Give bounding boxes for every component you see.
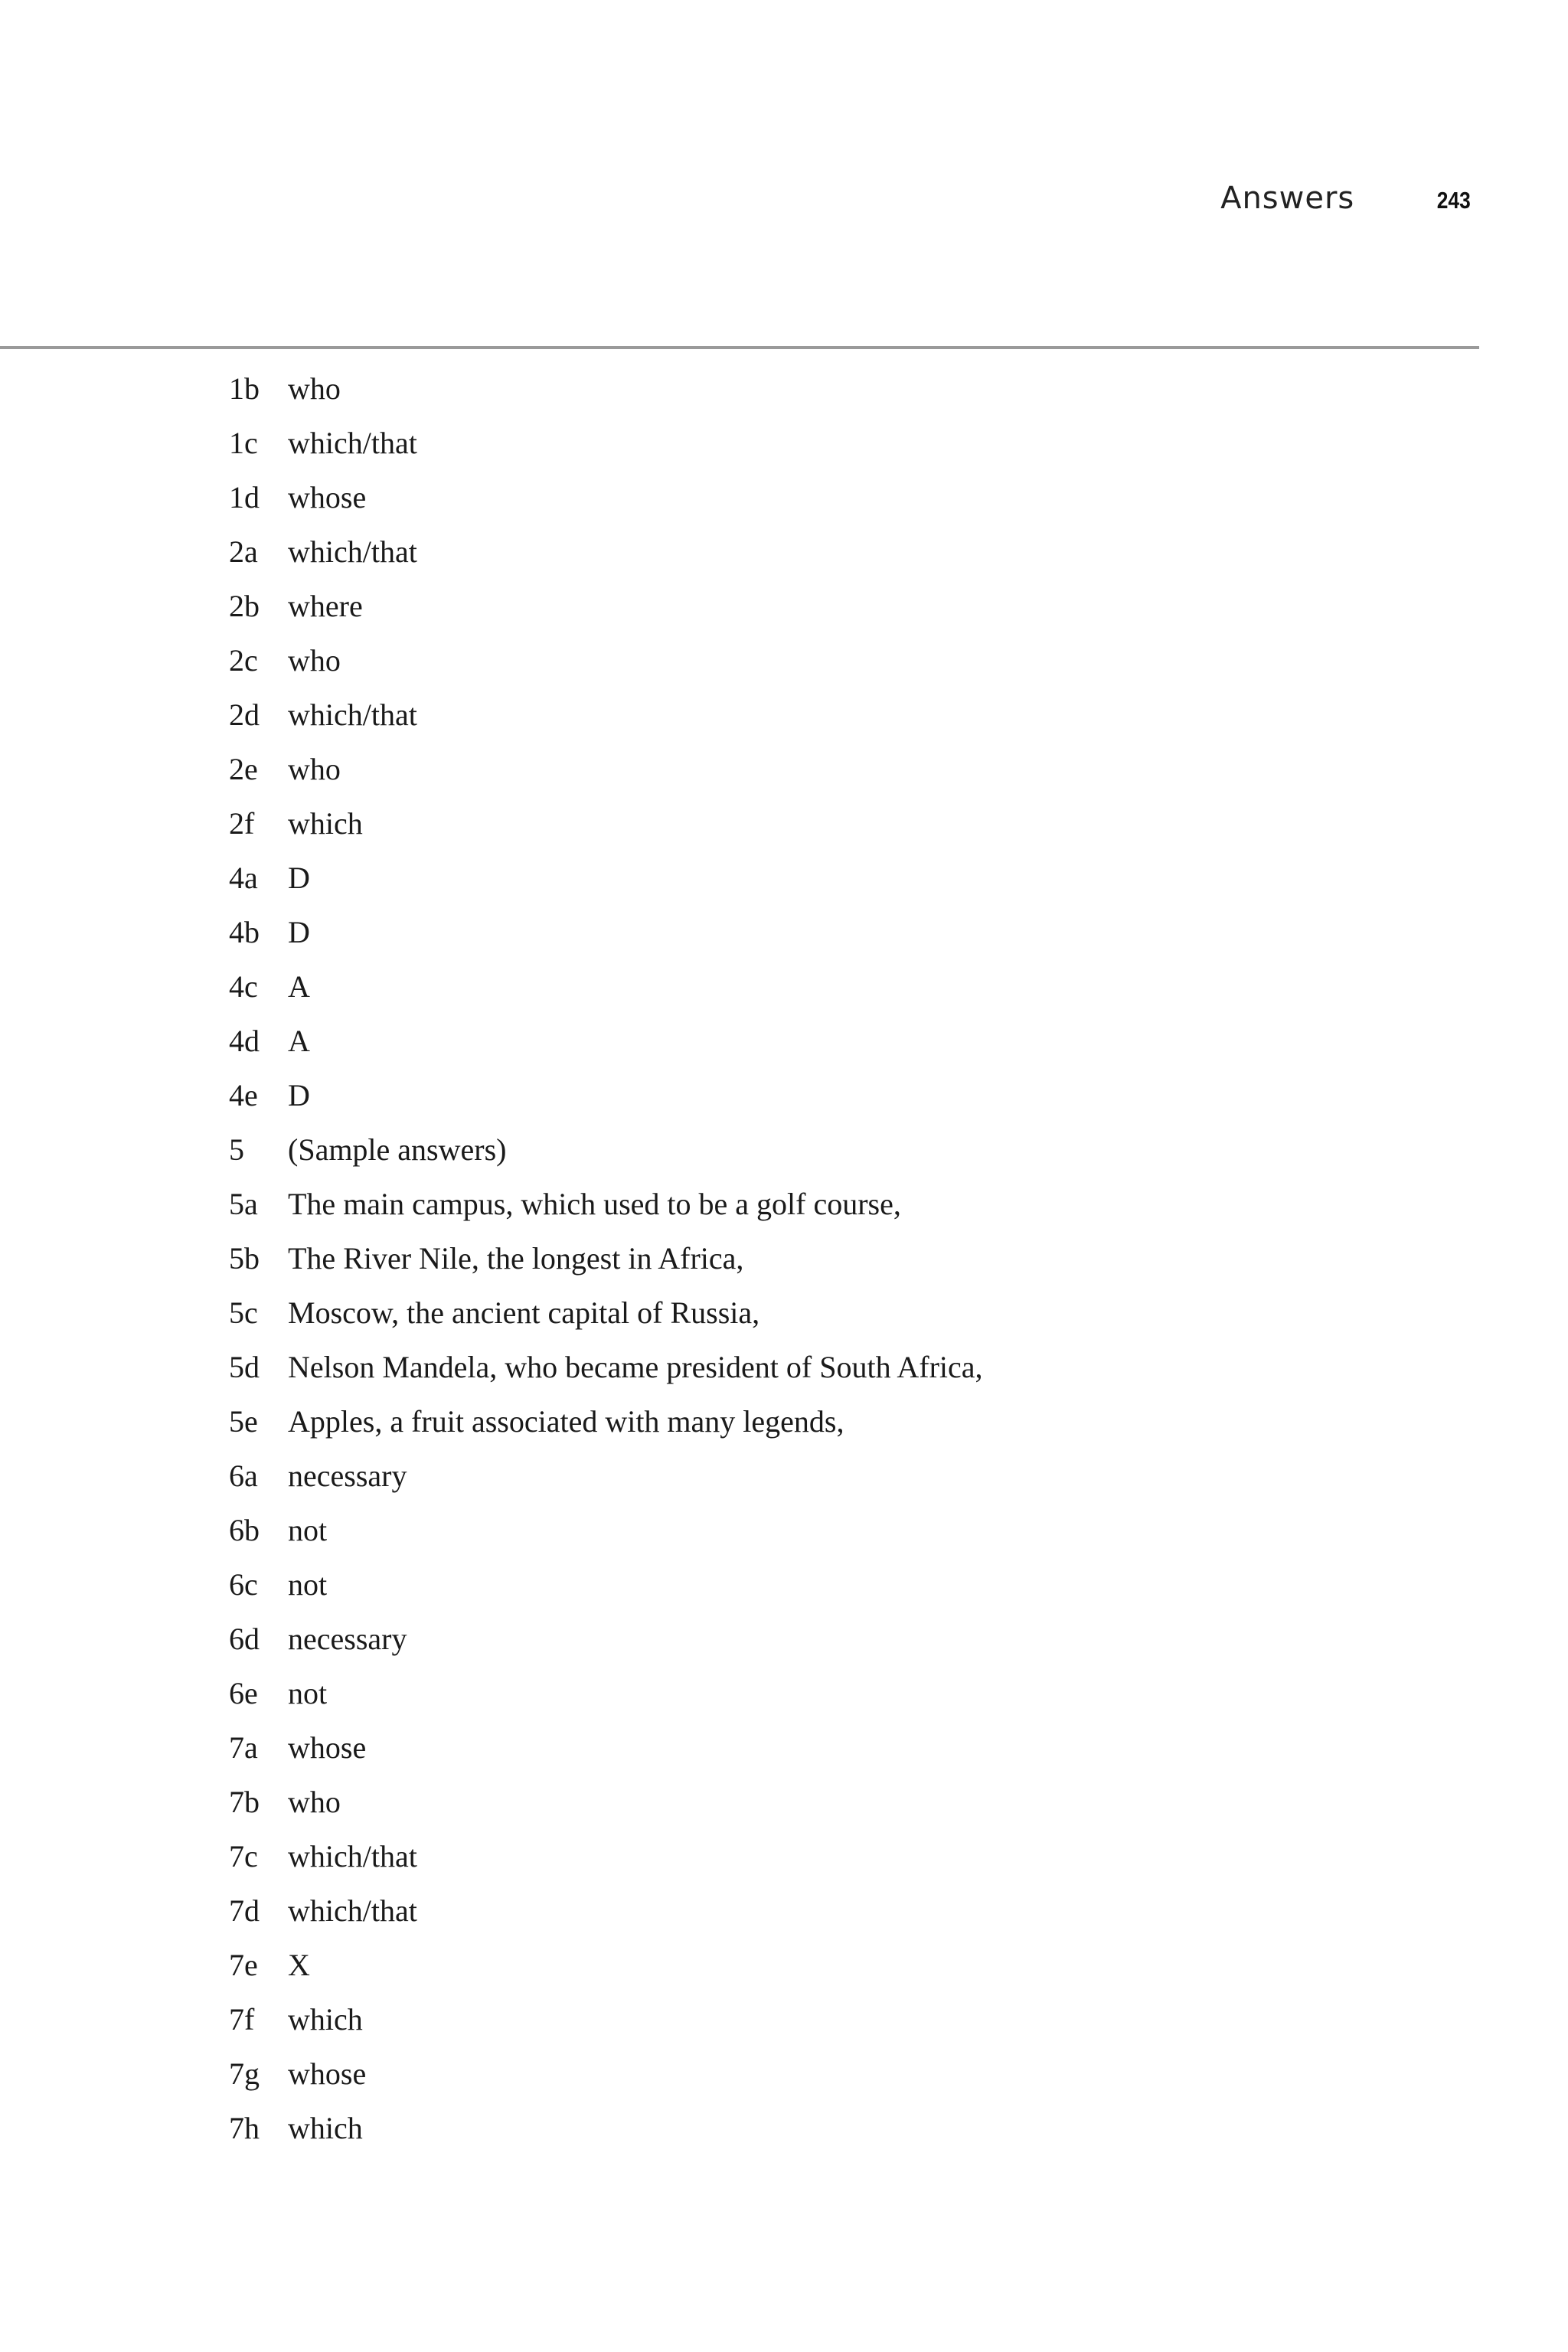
answer-text: where — [288, 589, 363, 623]
answer-text: Apples, a fruit associated with many legends, — [288, 1404, 844, 1439]
answer-text: which — [288, 806, 363, 841]
answer-text: which — [288, 2002, 363, 2037]
answer-text: which/that — [288, 1893, 417, 1928]
answer-row — [229, 2053, 983, 2107]
answer-number: 4b — [229, 915, 260, 949]
answer-number: 4d — [229, 1024, 260, 1058]
answer-number: 1b — [229, 371, 260, 406]
answer-text: who — [288, 371, 341, 406]
answer-text: whose — [288, 2056, 367, 2091]
answer-text: which/that — [288, 534, 417, 569]
answer-row — [229, 1129, 983, 1183]
answer-row — [229, 694, 983, 748]
answer-row — [229, 1835, 983, 1890]
answer-row — [229, 1400, 983, 1455]
page-number: 243 — [1437, 187, 1471, 214]
answer-number: 6b — [229, 1513, 260, 1547]
answer-number: 6a — [229, 1459, 258, 1493]
answer-text: which — [288, 2111, 363, 2145]
answer-text: not — [288, 1567, 328, 1602]
answer-text: necessary — [288, 1622, 407, 1656]
answer-number: 5b — [229, 1241, 260, 1276]
answer-text: not — [288, 1676, 328, 1710]
answer-text: which/that — [288, 1839, 417, 1873]
answer-text: not — [288, 1513, 328, 1547]
answer-row — [229, 911, 983, 965]
answer-number: 5c — [229, 1295, 258, 1330]
answer-number: 5d — [229, 1350, 260, 1384]
answer-text: Nelson Mandela, who became president of South Africa, — [288, 1350, 983, 1384]
answer-row — [229, 1455, 983, 1509]
answer-number: 2b — [229, 589, 260, 623]
answer-text: D — [288, 1078, 310, 1112]
answer-text: who — [288, 643, 341, 678]
answer-number: 1d — [229, 480, 260, 514]
answer-text: whose — [288, 1730, 367, 1765]
answer-row — [229, 1890, 983, 1944]
answer-row — [229, 965, 983, 1020]
answer-text: X — [288, 1948, 310, 1982]
answer-text: necessary — [288, 1459, 407, 1493]
answer-text: D — [288, 915, 310, 949]
answer-number: 5e — [229, 1404, 258, 1439]
answer-row — [229, 476, 983, 531]
answer-row — [229, 368, 983, 422]
answer-row — [229, 639, 983, 694]
answer-text: The main campus, which used to be a golf course, — [288, 1187, 901, 1221]
answer-row — [229, 422, 983, 476]
answer-row — [229, 1237, 983, 1292]
answer-number: 7c — [229, 1839, 258, 1873]
answer-row — [229, 1183, 983, 1237]
answer-text: Moscow, the ancient capital of Russia, — [288, 1295, 760, 1330]
answer-number: 4c — [229, 969, 258, 1004]
answer-number: 6c — [229, 1567, 258, 1602]
answer-row — [229, 1781, 983, 1835]
answer-row — [229, 2107, 983, 2161]
answer-row — [229, 857, 983, 911]
running-head — [1220, 181, 1471, 216]
answer-text: D — [288, 861, 310, 895]
answer-row — [229, 1292, 983, 1346]
answer-number: 7h — [229, 2111, 260, 2145]
answer-row — [229, 1509, 983, 1563]
answer-row — [229, 1020, 983, 1074]
section-title: Answers — [1220, 181, 1355, 216]
answer-text: The River Nile, the longest in Africa, — [288, 1241, 744, 1276]
answer-number: 2e — [229, 752, 258, 786]
answer-row — [229, 1074, 983, 1129]
answer-number: 6e — [229, 1676, 258, 1710]
answer-text: which/that — [288, 426, 417, 460]
answer-number: 5 — [229, 1132, 244, 1167]
answer-text: whose — [288, 480, 367, 514]
answer-text: who — [288, 752, 341, 786]
answer-number: 4e — [229, 1078, 258, 1112]
answer-number: 7b — [229, 1785, 260, 1819]
answer-number: 7g — [229, 2056, 260, 2091]
answer-number: 2d — [229, 697, 260, 732]
answer-text: (Sample answers) — [288, 1132, 507, 1167]
answer-row — [229, 1563, 983, 1618]
answer-text: A — [288, 1024, 310, 1058]
answer-row — [229, 1346, 983, 1400]
answer-row — [229, 802, 983, 857]
answer-row — [229, 1726, 983, 1781]
answer-number: 4a — [229, 861, 258, 895]
header-divider — [0, 346, 1479, 349]
answer-row — [229, 1944, 983, 1998]
answer-number: 2a — [229, 534, 258, 569]
answer-key-list — [229, 368, 983, 2161]
answer-number: 1c — [229, 426, 258, 460]
answer-number: 7a — [229, 1730, 258, 1765]
answer-number: 7d — [229, 1893, 260, 1928]
answer-text: who — [288, 1785, 341, 1819]
answer-row — [229, 1672, 983, 1726]
answer-row — [229, 1618, 983, 1672]
answer-row — [229, 1998, 983, 2053]
answer-row — [229, 585, 983, 639]
answer-number: 2c — [229, 643, 258, 678]
answer-number: 7f — [229, 2002, 255, 2037]
answer-number: 7e — [229, 1948, 258, 1982]
answer-row — [229, 531, 983, 585]
answer-text: A — [288, 969, 310, 1004]
answer-number: 5a — [229, 1187, 258, 1221]
answer-number: 6d — [229, 1622, 260, 1656]
answer-number: 2f — [229, 806, 255, 841]
answer-row — [229, 748, 983, 802]
answer-text: which/that — [288, 697, 417, 732]
